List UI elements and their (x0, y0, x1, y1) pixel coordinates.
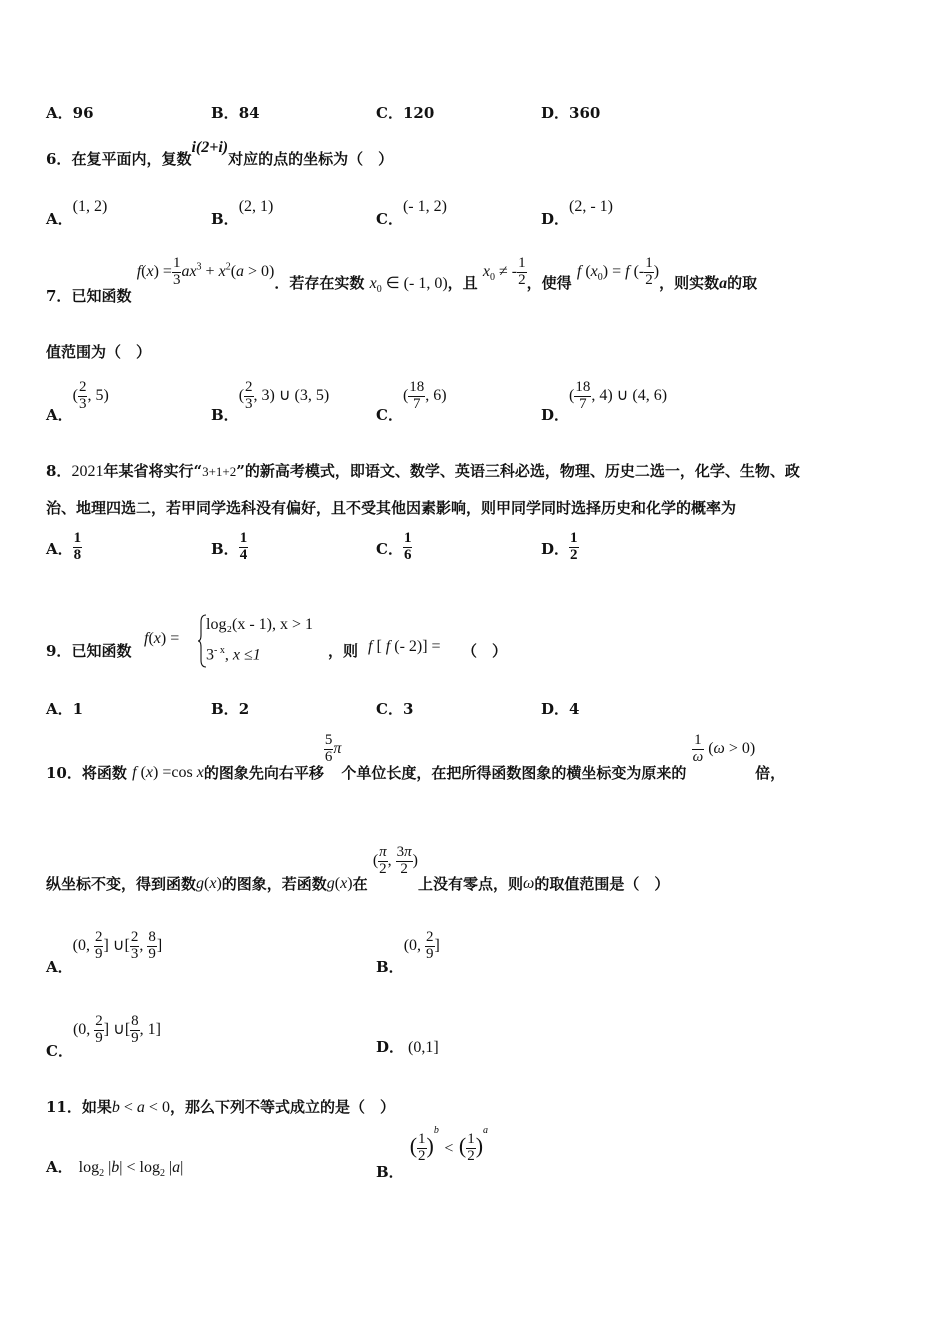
fraction (239, 531, 249, 564)
stem-text: 在复平面内，复数 (71, 150, 192, 168)
fraction: $\frac{1}{2}$ (645, 255, 653, 288)
stem-text: ，则实数 (659, 273, 720, 292)
option-value: 84 (238, 104, 260, 122)
stem-text: 已知函数 (71, 286, 132, 305)
fraction: $\frac{2}{3}$ (245, 379, 253, 412)
option-label: A． (46, 210, 73, 228)
piecewise-case-2: $3^{- x}$, x ≤1 (206, 645, 261, 664)
fraction: $\frac{8}{9}$ (131, 1013, 139, 1046)
q11-stem (46, 1096, 395, 1117)
stem-text: 个单位长度，在把所得函数图象的横坐标变为原来的 (341, 763, 687, 782)
q10-option-b (376, 929, 440, 976)
q10-option-a (46, 929, 163, 976)
omega-symbol: ω (523, 874, 535, 892)
q9-option-a (46, 698, 83, 719)
stem-text: ．若存在实数 (274, 273, 365, 292)
numerator: 1 (73, 530, 82, 546)
q6-option-c (376, 198, 447, 229)
function-definition: f(x) = $\frac{1}{3}$ $ax^3 + x^2(a > 0)$ (136, 255, 275, 288)
fraction: $\frac{1}{\omega}$ (692, 732, 704, 765)
option-label: B． (376, 1163, 404, 1182)
function-definition: f (x) =cos x (132, 763, 204, 781)
piecewise-case-1: log₂(x - 1), x > 1 (206, 616, 314, 633)
stem-text: ，且 (447, 273, 478, 292)
fraction: $\frac{\pi}{2}$ (379, 844, 387, 877)
fraction: $\frac{1}{3}$ (172, 255, 181, 288)
option-label: B． (211, 210, 239, 228)
q5-option-b (211, 102, 260, 123)
q6-option-a (46, 198, 108, 229)
option-label: C． (46, 1041, 73, 1060)
fraction: $\frac{3\pi}{2}$ (396, 844, 412, 877)
stem-text: 在 (352, 874, 368, 893)
x0-condition: $x_0$ ≠ - $\frac{1}{2}$ (482, 255, 526, 288)
q9-option-d (541, 698, 579, 719)
fraction: $\frac{2}{9}$ (94, 929, 103, 962)
question-number: 10． (46, 763, 82, 782)
q8-option-c (376, 531, 412, 564)
function-g: g(x) (196, 874, 222, 892)
option-label: A． (46, 1158, 73, 1176)
option-value: ( $\frac{1}{2}$ )$^b$ < ( $\frac{1}{2}$ )$^a$ (409, 1124, 489, 1164)
option-label: D． (376, 1038, 405, 1056)
q10-option-d (376, 1036, 439, 1057)
option-label: D． (541, 700, 570, 718)
fraction: $\frac{18}{7}$ (409, 379, 425, 412)
fraction: $\frac{2}{3}$ (78, 379, 87, 412)
option-label: D． (541, 405, 570, 424)
q8-option-a (46, 531, 82, 564)
q7-option-c (376, 379, 447, 424)
q9-blank: （ ） (462, 642, 508, 660)
numerator: 1 (239, 530, 248, 546)
q9-composite: f [ f (- 2)] = (368, 638, 441, 655)
option-value: 120 (402, 104, 435, 122)
q8-stem-line2: 治、地理四选二，若甲同学选科没有偏好，且不受其他因素影响，则甲同学同时选择历史和化学的概率为 (46, 499, 737, 517)
option-label: C． (376, 210, 403, 228)
stem-text: 年某省将实行“ (103, 462, 203, 480)
question-number: 7． (46, 286, 72, 305)
variable: a (719, 274, 728, 292)
stem-text: 已知函数 (71, 642, 132, 660)
q10-option-c (46, 1013, 161, 1060)
option-value: ( $\frac{2}{3}$ , 3) ∪ (3, 5) (238, 379, 330, 412)
numerator: 1 (403, 530, 412, 546)
q10-stem (46, 732, 786, 782)
option-value: 3 (402, 700, 414, 718)
option-value: (2, 1) (238, 198, 274, 215)
option-label: B． (376, 957, 404, 976)
option-value: (0, $\frac{2}{9}$ ] ∪[ $\frac{8}{9}$ , 1] (72, 1013, 161, 1046)
interval: ( $\frac{\pi}{2}$ , $\frac{3\pi}{2}$ ) (372, 844, 418, 877)
option-label: A． (46, 957, 73, 976)
fraction: $\frac{5}{6}$ (324, 732, 333, 765)
q6-stem (46, 139, 394, 169)
stem-text: 的取值范围是（ ） (534, 874, 670, 893)
denominator: 4 (239, 546, 248, 563)
stem-text: 的图象先向右平移 (203, 763, 324, 782)
option-value: (0,1] (408, 1039, 439, 1056)
q8-option-d (541, 531, 579, 564)
option-value: (0, $\frac{2}{9}$ ] (403, 929, 440, 962)
question-number: 9． (46, 642, 72, 660)
q5-option-a (46, 102, 94, 123)
x0-interval: $x_0$ ∈ (- 1, 0) (369, 274, 448, 296)
option-value: 1 (72, 700, 84, 718)
question-number: 8． (46, 462, 72, 480)
stem-text: ”的新高考模式，即语文、数学、英语三科必选，物理、历史二选一，化学、生物、政 (236, 462, 800, 480)
question-number: 11． (46, 1098, 82, 1116)
option-label: A． (46, 540, 73, 559)
option-value: (1, 2) (72, 198, 108, 215)
option-label: D． (541, 540, 570, 559)
stem-text: 如果 (81, 1098, 112, 1116)
stem-text: 倍， (755, 763, 786, 782)
option-value: 96 (72, 104, 94, 122)
q9-label (46, 640, 131, 661)
stem-text: ，使得 (526, 273, 572, 292)
q5-option-d (541, 102, 600, 123)
numerator: 1 (570, 530, 578, 546)
fraction: $\frac{2}{9}$ (95, 1013, 103, 1046)
q8-option-b (211, 531, 248, 564)
condition: b < a < 0 (111, 1099, 170, 1116)
option-label: C． (376, 700, 403, 718)
option-label: D． (541, 210, 570, 228)
option-label: B． (211, 104, 239, 122)
fraction: $\frac{1}{2}$ (467, 1131, 475, 1164)
stem-text: 的取 (727, 273, 758, 292)
option-value: (- 1, 2) (402, 198, 447, 215)
option-label: B． (211, 700, 239, 718)
fraction (403, 531, 413, 564)
q7-option-d (541, 379, 668, 424)
option-value: ( $\frac{2}{3}$ , 5) (72, 379, 109, 412)
q6-option-d (541, 198, 613, 229)
option-label: C． (376, 104, 403, 122)
fraction: $\frac{18}{7}$ (575, 379, 591, 412)
option-value: (0, $\frac{2}{9}$ ] ∪[ $\frac{2}{3}$ , $\frac{8}{9}$ ] (72, 929, 163, 962)
option-label: A． (46, 700, 73, 718)
option-label: C． (376, 540, 403, 559)
option-value: (2, - 1) (569, 198, 613, 215)
q9-then: ，则 (328, 642, 359, 660)
stem-text: 将函数 (81, 763, 127, 782)
math-expression: i(2+i) (191, 139, 229, 156)
stem-text: ，那么下列不等式成立的是（ ） (169, 1098, 395, 1116)
denominator: 8 (73, 546, 82, 563)
option-label: A． (46, 405, 73, 424)
case-condition: x ≤1 (232, 646, 261, 664)
q9-function-name: f(x) = (144, 630, 180, 647)
fraction: $\frac{1}{2}$ (518, 255, 526, 288)
q9-option-b (211, 698, 249, 719)
fraction: $\frac{2}{9}$ (426, 929, 434, 962)
stem-text: 上没有零点，则 (418, 874, 524, 893)
exam-mode: 3+1+2 (202, 464, 237, 479)
option-value: 4 (569, 700, 580, 718)
q6-option-b (211, 198, 274, 229)
stem-text: 的图象，若函数 (221, 874, 327, 893)
stem-text: 对应的点的坐标为（ ） (228, 150, 394, 168)
option-label: B． (211, 540, 239, 559)
q7-option-b (211, 379, 330, 424)
q7-stem-line2: 值范围为（ ） (46, 343, 152, 361)
fraction: $\frac{8}{9}$ (148, 929, 156, 962)
equation: f $(x_0) = f$ (- $\frac{1}{2}$ ) (576, 255, 660, 288)
question-number: 6． (46, 150, 72, 168)
fraction (569, 531, 579, 564)
option-label: C． (376, 405, 403, 424)
fraction: $\frac{1}{2}$ (418, 1131, 426, 1164)
q8-stem (46, 460, 800, 481)
function-g: g(x) (326, 874, 353, 892)
option-value: 2 (238, 700, 250, 718)
fraction (73, 531, 83, 564)
option-value: 360 (569, 104, 601, 122)
denominator: 2 (570, 546, 578, 563)
q10-stem-line2 (46, 844, 670, 893)
year: 2021 (71, 463, 104, 480)
denominator: 6 (403, 546, 412, 563)
q5-option-c (376, 102, 434, 123)
option-value: $\log_2 |b| < \log_2 |a|$ (78, 1159, 184, 1180)
q7-stem (46, 255, 758, 305)
option-label: B． (211, 405, 239, 424)
option-label: A． (46, 104, 73, 122)
option-value: ( $\frac{18}{7}$ , 6) (402, 379, 447, 412)
q9-option-c (376, 698, 413, 719)
stem-text: 纵坐标不变，得到函数 (46, 874, 197, 893)
scale-factor: $\frac{1}{\omega}$ (ω > 0) (692, 732, 756, 765)
shift-amount: $\frac{5}{6}$ π (324, 732, 342, 765)
q11-option-a (46, 1156, 183, 1179)
fraction: $\frac{2}{3}$ (130, 929, 139, 962)
q11-option-b (376, 1124, 489, 1182)
option-value: ( $\frac{18}{7}$ , 4) ∪ (4, 6) (569, 379, 668, 412)
option-label: D． (541, 104, 570, 122)
q7-option-a (46, 379, 109, 424)
